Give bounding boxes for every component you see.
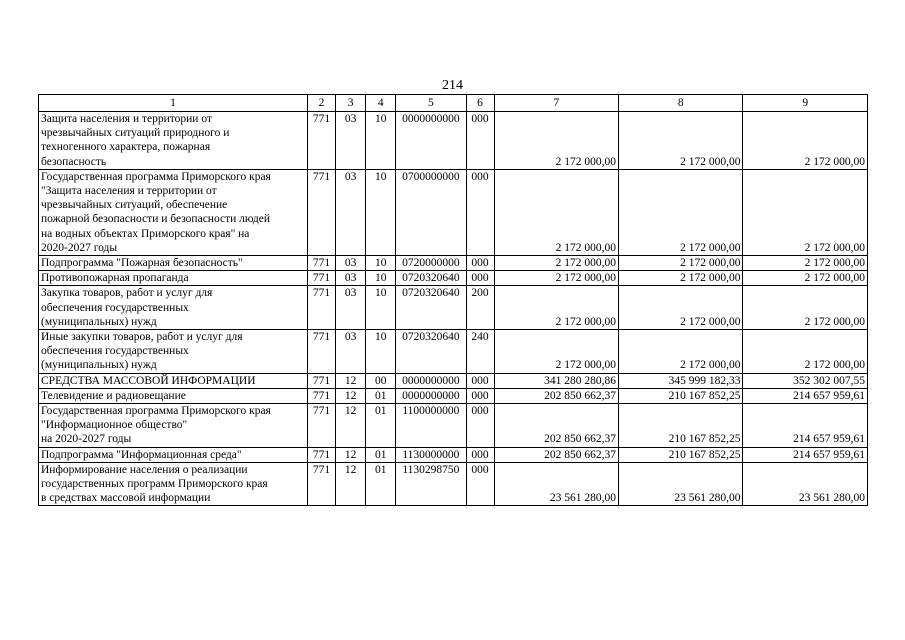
amount-cell-col9: 352 302 007,55	[743, 373, 868, 388]
row-name-line: техногенного характера, пожарная	[41, 141, 211, 154]
amount-cell-col8: 2 172 000,00	[619, 256, 743, 271]
row-name-cell	[39, 256, 308, 271]
row-name-cell	[39, 112, 308, 170]
row-name-line: Противопожарная пропаганда	[41, 272, 189, 285]
target-article-cell: 0000000000	[396, 388, 466, 403]
table-row	[39, 271, 868, 286]
ministry-code-cell: 771	[307, 462, 335, 506]
expense-type-cell: 240	[466, 330, 494, 374]
target-article-cell: 0720000000	[396, 256, 466, 271]
subsection-code-cell: 00	[366, 373, 396, 388]
table-row	[39, 462, 868, 506]
section-code-cell: 03	[336, 271, 366, 286]
row-name-line: на 2020-2027 годы	[41, 433, 132, 446]
amount-cell-col9: 2 172 000,00	[743, 169, 868, 255]
row-name-line: Закупка товаров, работ и услуг для	[41, 287, 213, 300]
row-name-line: государственных программ Приморского края	[41, 478, 268, 491]
amount-cell-col7: 2 172 000,00	[494, 169, 618, 255]
section-code-cell: 03	[336, 286, 366, 330]
amount-cell-col9: 214 657 959,61	[743, 447, 868, 462]
expense-type-cell: 000	[466, 388, 494, 403]
table-row	[39, 169, 868, 255]
row-name-line: Подпрограмма "Информационная среда"	[41, 448, 242, 461]
row-name-line: обеспечения государственных	[41, 345, 189, 358]
row-name-cell	[39, 271, 308, 286]
amount-cell-col8: 2 172 000,00	[619, 169, 743, 255]
amount-cell-col8: 2 172 000,00	[619, 271, 743, 286]
row-name-line: 2020-2027 годы	[41, 241, 118, 254]
expense-type-cell: 200	[466, 286, 494, 330]
amount-cell-col9: 23 561 280,00	[743, 462, 868, 506]
subsection-code-cell: 10	[366, 256, 396, 271]
row-name-line: Государственная программа Приморского края	[41, 170, 271, 183]
amount-cell-col8: 210 167 852,25	[619, 404, 743, 448]
row-name-line: СРЕДСТВА МАССОВОЙ ИНФОРМАЦИИ	[41, 374, 256, 387]
subsection-code-cell: 10	[366, 112, 396, 170]
row-name-line: Государственная программа Приморского края	[41, 405, 271, 418]
ministry-code-cell: 771	[307, 330, 335, 374]
amount-cell-col9: 2 172 000,00	[743, 286, 868, 330]
section-code-cell: 12	[336, 462, 366, 506]
amount-cell-col7: 202 850 662,37	[494, 388, 618, 403]
section-code-cell: 03	[336, 169, 366, 255]
row-name-line: обеспечения государственных	[41, 301, 189, 314]
section-code-cell: 12	[336, 404, 366, 448]
ministry-code-cell: 771	[307, 112, 335, 170]
row-name-cell	[39, 330, 308, 374]
amount-cell-col9: 2 172 000,00	[743, 112, 868, 170]
subsection-code-cell: 01	[366, 462, 396, 506]
amount-cell-col7: 2 172 000,00	[494, 330, 618, 374]
header-cell: 7	[494, 95, 618, 112]
header-cell: 2	[307, 95, 335, 112]
target-article-cell: 0720320640	[396, 330, 466, 374]
section-code-cell: 03	[336, 112, 366, 170]
row-name-line: "Защита населения и территории от	[41, 185, 217, 198]
table-row	[39, 373, 868, 388]
target-article-cell: 0720320640	[396, 271, 466, 286]
table-row	[39, 447, 868, 462]
section-code-cell: 12	[336, 447, 366, 462]
ministry-code-cell: 771	[307, 286, 335, 330]
row-name-cell	[39, 447, 308, 462]
section-code-cell: 12	[336, 388, 366, 403]
budget-table	[38, 94, 868, 506]
row-name-cell	[39, 388, 308, 403]
expense-type-cell: 000	[466, 271, 494, 286]
ministry-code-cell: 771	[307, 404, 335, 448]
ministry-code-cell: 771	[307, 447, 335, 462]
expense-type-cell: 000	[466, 404, 494, 448]
header-cell: 4	[366, 95, 396, 112]
table-row	[39, 286, 868, 330]
row-name-line: чрезвычайных ситуаций, обеспечение	[41, 199, 228, 212]
row-name-cell	[39, 462, 308, 506]
row-name-cell	[39, 373, 308, 388]
row-name-cell	[39, 286, 308, 330]
amount-cell-col8: 210 167 852,25	[619, 447, 743, 462]
expense-type-cell: 000	[466, 462, 494, 506]
expense-type-cell: 000	[466, 169, 494, 255]
target-article-cell: 0000000000	[396, 112, 466, 170]
table-body	[39, 112, 868, 506]
expense-type-cell: 000	[466, 447, 494, 462]
amount-cell-col7: 2 172 000,00	[494, 256, 618, 271]
target-article-cell: 1100000000	[396, 404, 466, 448]
subsection-code-cell: 10	[366, 330, 396, 374]
row-name-line: Иные закупки товаров, работ и услуг для	[41, 331, 243, 344]
amount-cell-col7: 2 172 000,00	[494, 112, 618, 170]
amount-cell-col9: 2 172 000,00	[743, 256, 868, 271]
row-name-line: Защита населения и территории от	[41, 113, 212, 125]
table-row	[39, 112, 868, 170]
target-article-cell: 0000000000	[396, 373, 466, 388]
row-name-line: (муниципальных) нужд	[41, 359, 157, 372]
page-number: 214	[442, 78, 463, 93]
amount-cell-col9: 214 657 959,61	[743, 404, 868, 448]
row-name-cell	[39, 169, 308, 255]
amount-cell-col8: 210 167 852,25	[619, 388, 743, 403]
amount-cell-col8: 23 561 280,00	[619, 462, 743, 506]
row-name-line: Телевидение и радиовещание	[41, 389, 186, 402]
row-name-line: пожарной безопасности и безопасности людей	[41, 213, 271, 226]
subsection-code-cell: 01	[366, 447, 396, 462]
amount-cell-col7: 202 850 662,37	[494, 404, 618, 448]
ministry-code-cell: 771	[307, 271, 335, 286]
table-row	[39, 404, 868, 448]
header-cell: 8	[619, 95, 743, 112]
ministry-code-cell: 771	[307, 169, 335, 255]
subsection-code-cell: 01	[366, 404, 396, 448]
row-name-line: Подпрограмма "Пожарная безопасность"	[41, 257, 243, 270]
target-article-cell: 1130298750	[396, 462, 466, 506]
row-name-line: в средствах массовой информации	[41, 492, 211, 505]
header-row	[39, 95, 868, 112]
amount-cell-col7: 202 850 662,37	[494, 447, 618, 462]
row-name-cell	[39, 404, 308, 448]
amount-cell-col7: 341 280 280,86	[494, 373, 618, 388]
subsection-code-cell: 10	[366, 286, 396, 330]
ministry-code-cell: 771	[307, 256, 335, 271]
subsection-code-cell: 10	[366, 169, 396, 255]
amount-cell-col8: 2 172 000,00	[619, 112, 743, 170]
row-name-line: (муниципальных) нужд	[41, 315, 157, 328]
section-code-cell: 03	[336, 256, 366, 271]
header-cell: 1	[39, 95, 308, 112]
amount-cell-col9: 2 172 000,00	[743, 271, 868, 286]
row-name-line: "Информационное общество"	[41, 419, 188, 432]
target-article-cell: 0700000000	[396, 169, 466, 255]
row-name-line: чрезвычайных ситуаций природного и	[41, 127, 230, 140]
target-article-cell: 1130000000	[396, 447, 466, 462]
row-name-line: Информирование населения о реализации	[41, 463, 248, 476]
ministry-code-cell: 771	[307, 373, 335, 388]
amount-cell-col8: 2 172 000,00	[619, 330, 743, 374]
table-row	[39, 330, 868, 374]
amount-cell-col7: 23 561 280,00	[494, 462, 618, 506]
header-cell: 3	[336, 95, 366, 112]
target-article-cell: 0720320640	[396, 286, 466, 330]
amount-cell-col8: 2 172 000,00	[619, 286, 743, 330]
expense-type-cell: 000	[466, 256, 494, 271]
amount-cell-col9: 214 657 959,61	[743, 388, 868, 403]
expense-type-cell: 000	[466, 373, 494, 388]
section-code-cell: 12	[336, 373, 366, 388]
table-row	[39, 388, 868, 403]
amount-cell-col9: 2 172 000,00	[743, 330, 868, 374]
amount-cell-col7: 2 172 000,00	[494, 271, 618, 286]
subsection-code-cell: 10	[366, 271, 396, 286]
row-name-line: на водных объектах Приморского края" на	[41, 227, 250, 240]
expense-type-cell: 000	[466, 112, 494, 170]
subsection-code-cell: 01	[366, 388, 396, 403]
header-cell: 5	[396, 95, 466, 112]
header-cell: 6	[466, 95, 494, 112]
ministry-code-cell: 771	[307, 388, 335, 403]
row-name-line: безопасность	[41, 155, 107, 168]
amount-cell-col7: 2 172 000,00	[494, 286, 618, 330]
table-row	[39, 256, 868, 271]
amount-cell-col8: 345 999 182,33	[619, 373, 743, 388]
header-cell: 9	[743, 95, 868, 112]
section-code-cell: 03	[336, 330, 366, 374]
